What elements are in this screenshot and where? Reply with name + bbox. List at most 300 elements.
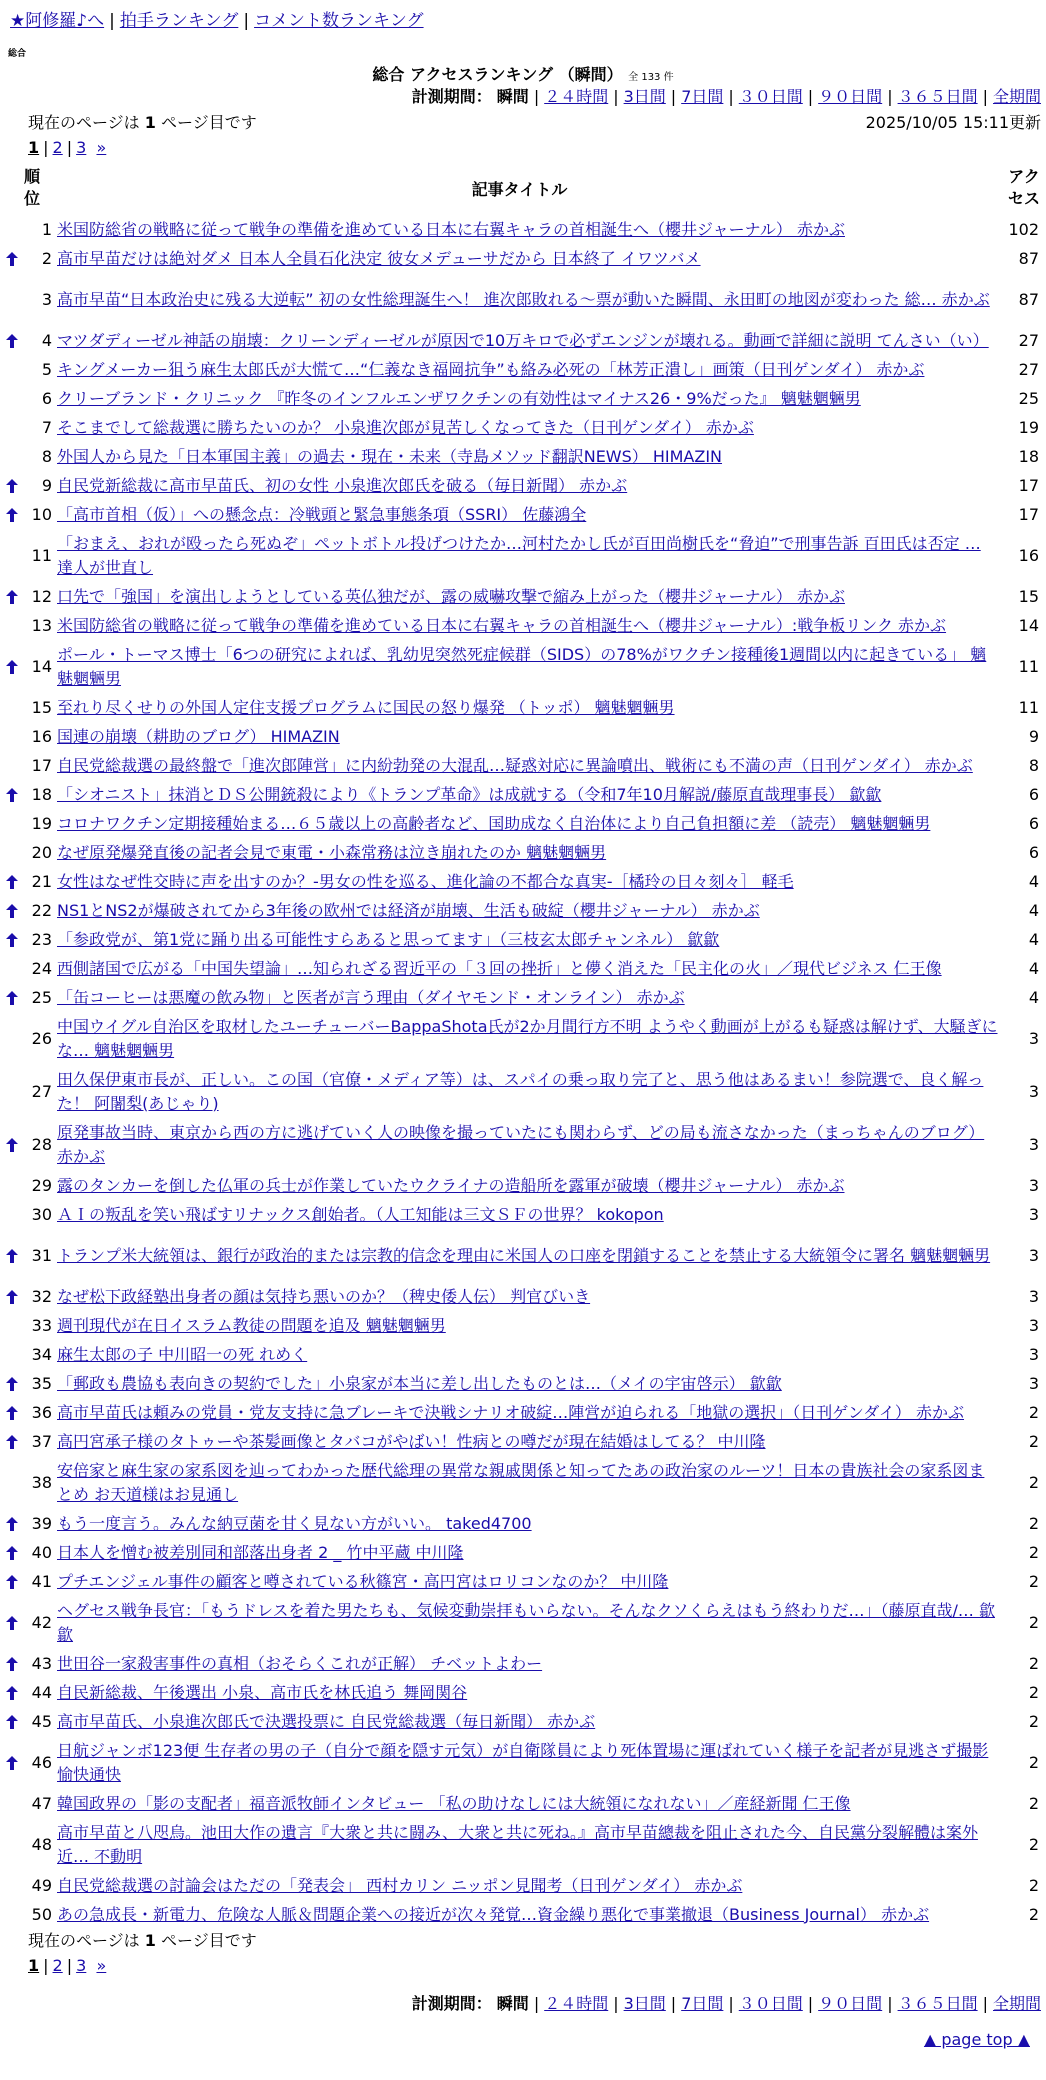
rank-number: 39 xyxy=(31,1514,52,1533)
title-cell xyxy=(54,986,999,1010)
article-title-link[interactable]: もう一度言う。みんな納豆菌を甘く見ない方がいい。 taked4700 xyxy=(57,1513,532,1533)
header-rank-text: 順位 xyxy=(23,167,40,208)
access-count: 2 xyxy=(1028,1905,1039,1924)
pager-next[interactable]: » xyxy=(96,138,107,157)
up-arrow-icon xyxy=(6,788,18,802)
page-info-number: 1 xyxy=(144,1931,156,1950)
up-arrow-icon xyxy=(6,933,18,947)
access-count: 4 xyxy=(1028,988,1039,1007)
article-title-link[interactable]: 至れり尽くせりの外国人定住支援プログラムに国民の怒り爆発 （トッポ） 魑魅魍魎男 xyxy=(57,697,675,717)
title-cell xyxy=(54,1430,999,1454)
period-link-3d[interactable]: 3日間 xyxy=(623,1994,666,2013)
rank-number: 49 xyxy=(31,1876,52,1895)
up-arrow-icon xyxy=(6,1406,18,1420)
access-count: 2 xyxy=(1028,1876,1039,1895)
article-title-link[interactable]: キングメーカー狙う麻生太郎氏が大慌て…“仁義なき福岡抗争”も絡み必死の「林芳正潰し」画策（日刊ゲンダイ） 赤かぶ xyxy=(57,359,925,379)
access-count: 4 xyxy=(1028,930,1039,949)
ranking-row xyxy=(0,500,1046,529)
rank-number: 1 xyxy=(41,220,52,239)
up-arrow-icon xyxy=(6,875,18,889)
rank-number: 14 xyxy=(31,657,52,676)
up-arrow-icon xyxy=(6,1435,18,1449)
ranking-row xyxy=(0,1596,1046,1649)
rank-number: 40 xyxy=(31,1543,52,1562)
article-title-link[interactable]: 国連の崩壊（耕助のブログ） HIMAZIN xyxy=(57,726,340,746)
title-cell xyxy=(54,1372,999,1396)
top-navigation xyxy=(10,10,424,32)
nav-separator: | xyxy=(243,11,250,31)
access-count: 3 xyxy=(1028,1316,1039,1335)
access-count: 3 xyxy=(1028,1374,1039,1393)
title-cell xyxy=(54,1821,999,1869)
access-count: 2 xyxy=(1028,1794,1039,1813)
article-title-link[interactable]: 高市早苗と八咫烏。池田大作の遺言『大衆と共に闘み、大衆と共に死ね。』高市早苗總裁を阻止された今、自民黨分裂解體は案外近… 不動明 xyxy=(57,1822,978,1866)
ranking-row xyxy=(0,1678,1046,1707)
up-arrow-icon xyxy=(6,1377,18,1391)
pager-page-2[interactable]: 2 xyxy=(52,1956,63,1975)
title-cell xyxy=(54,247,999,271)
rank-number: 29 xyxy=(31,1176,52,1195)
ranking-row xyxy=(0,1282,1046,1311)
rank-change-cell xyxy=(0,1377,24,1391)
article-title-link[interactable]: そこまでして総裁選に勝ちたいのか？ 小泉進次郎が見苦しくなってきた（日刊ゲンダイ） 赤かぶ xyxy=(57,417,754,437)
article-title-link[interactable]: 女性はなぜ性交時に声を出すのか？-男女の性を巡る、進化論の不都合な真実-［橘玲の日々刻々］ 軽毛 xyxy=(57,871,794,891)
rank-number: 10 xyxy=(31,505,52,524)
title-cell xyxy=(54,416,999,440)
article-title-link[interactable]: 週刊現代が在日イスラム教徒の問題を追及 魑魅魍魎男 xyxy=(57,1315,446,1335)
period-link-90d[interactable]: ９０日間 xyxy=(818,1994,883,2013)
title-cell xyxy=(54,1068,999,1116)
ranking-row xyxy=(0,640,1046,693)
article-title-link[interactable]: 自民党新総裁に高市早苗氏、初の女性 小泉進次郎氏を破る（毎日新聞） 赤かぶ xyxy=(57,475,628,495)
access-count: 2 xyxy=(1028,1683,1039,1702)
rank-number: 7 xyxy=(41,418,52,437)
comment-ranking-link[interactable]: コメント数ランキング xyxy=(254,11,424,31)
rank-number: 32 xyxy=(31,1287,52,1306)
rank-number: 13 xyxy=(31,616,52,635)
access-count: 3 xyxy=(1028,1246,1039,1265)
ranking-row xyxy=(0,1369,1046,1398)
title-cell xyxy=(54,1652,999,1676)
ranking-row xyxy=(0,1229,1046,1282)
rank-change-cell xyxy=(0,1290,24,1304)
ranking-row xyxy=(0,1567,1046,1596)
rank-number: 19 xyxy=(31,814,52,833)
access-count: 6 xyxy=(1028,843,1039,862)
title-cell xyxy=(54,1541,999,1565)
article-title-link[interactable]: 高市早苗だけは絶対ダメ 日本人全員石化決定 彼女メデューサだから 日本終了 イワツバメ xyxy=(57,248,701,268)
ranking-row xyxy=(0,413,1046,442)
article-title-link[interactable]: なぜ原発爆発直後の記者会見で東電・小森常務は泣き崩れたのか 魑魅魍魎男 xyxy=(57,842,607,862)
pager-page-3[interactable]: 3 xyxy=(76,1956,87,1975)
rank-number: 26 xyxy=(31,1029,52,1048)
pager-page-2[interactable]: 2 xyxy=(52,138,63,157)
period-selector-bottom: 計測期間： 瞬間 | ２４時間 | 3日間 | 7日間 | ３０日間 | ９０日間 | ３６５日間 | 全期間 xyxy=(411,1994,1041,2013)
article-title-link[interactable]: 世田谷一家殺害事件の真相（おそらくこれが正解） チベットよわー xyxy=(57,1653,543,1673)
title-cell xyxy=(54,1121,999,1169)
rank-change-cell xyxy=(0,933,24,947)
rank-number: 15 xyxy=(31,698,52,717)
article-title-link[interactable]: ポール・トーマス博士「6つの研究によれば、乳幼児突然死症候群（SIDS）の78%がワクチン接種後1週間以内に起きている」 魑魅魍魎男 xyxy=(57,644,987,688)
pager-page-3[interactable]: 3 xyxy=(76,138,87,157)
period-link-30d[interactable]: ３０日間 xyxy=(738,1994,803,2013)
ranking-row xyxy=(0,326,1046,355)
ranking-row xyxy=(0,1649,1046,1678)
article-title-link[interactable]: 麻生太郎の子 中川昭一の死 れめく xyxy=(57,1344,308,1364)
access-count: 27 xyxy=(1018,360,1039,379)
rank-change-cell xyxy=(0,1575,24,1589)
access-count: 2 xyxy=(1028,1514,1039,1533)
title-cell xyxy=(54,532,999,580)
up-arrow-icon xyxy=(6,252,18,266)
article-title-link[interactable]: マツダディーゼル神話の崩壊：クリーンディーゼルが原因で10万キロで必ずエンジンが壊れる。動画で詳細に説明 てんさい（い） xyxy=(57,330,989,350)
access-count: 2 xyxy=(1028,1835,1039,1854)
title-cell xyxy=(54,870,999,894)
rank-number: 50 xyxy=(31,1905,52,1924)
access-count: 2 xyxy=(1028,1753,1039,1772)
pager-next[interactable]: » xyxy=(96,1956,107,1975)
rank-number: 36 xyxy=(31,1403,52,1422)
period-link-365d[interactable]: ３６５日間 xyxy=(897,1994,978,2013)
up-arrow-icon xyxy=(6,1138,18,1152)
article-title-link[interactable]: なぜ松下政経塾出身者の顔は気持ち悪いのか？（稗史倭人伝） 判官びいき xyxy=(57,1286,591,1306)
title-cell xyxy=(54,1570,999,1594)
article-title-link[interactable]: 中国ウイグル自治区を取材したユーチューバーBappaShota氏が2か月間行方不明 ようやく動画が上がるも疑惑は解けず、大騒ぎにな… 魑魅魍魎男 xyxy=(57,1016,998,1060)
title-cell xyxy=(54,474,999,498)
title-cell xyxy=(54,445,999,469)
period-link-7d[interactable]: 7日間 xyxy=(681,1994,724,2013)
access-count: 27 xyxy=(1018,331,1039,350)
period-link-3d[interactable]: 3日間 xyxy=(623,87,666,106)
rank-number: 22 xyxy=(31,901,52,920)
rank-number: 6 xyxy=(41,389,52,408)
period-current: 瞬間 xyxy=(496,87,529,106)
access-count: 2 xyxy=(1028,1712,1039,1731)
ranking-row xyxy=(0,611,1046,640)
ranking-row xyxy=(0,983,1046,1012)
rank-change-cell xyxy=(0,479,24,493)
access-count: 2 xyxy=(1028,1403,1039,1422)
title-cell xyxy=(54,614,999,638)
period-link-24h[interactable]: ２４時間 xyxy=(544,87,609,106)
title-cell xyxy=(54,503,999,527)
article-title-link[interactable]: 自民党総裁選の最終盤で「進次郎陣営」に内紛勃発の大混乱…疑惑対応に異論噴出、戦術にも不満の声（日刊ゲンダイ） 赤かぶ xyxy=(57,755,973,775)
rank-number: 33 xyxy=(31,1316,52,1335)
article-title-link[interactable]: 「おまえ、おれが殴ったら死ぬぞ」ペットボトル投げつけたか…河村たかし氏が百田尚樹氏を“脅迫”で刑事告訴 百田氏は否定 … 達人が世直し xyxy=(57,533,981,577)
article-title-link[interactable]: 韓国政界の「影の支配者」福音派牧師インタビュー 「私の助けなしには大統領になれない」／産経新聞 仁王像 xyxy=(57,1793,851,1813)
article-title-link[interactable]: 高円宮承子様のタトゥーや茶髪画像とタバコがやばい！性病との噂だが現在結婚はしてる？ 中川隆 xyxy=(57,1431,766,1451)
rank-number: 5 xyxy=(41,360,52,379)
access-count: 11 xyxy=(1018,698,1039,717)
article-title-link[interactable]: 露のタンカーを倒した仏軍の兵士が作業していたウクライナの造船所を露軍が破壊（櫻井ジャーナル） 赤かぶ xyxy=(57,1175,845,1195)
access-count: 3 xyxy=(1028,1135,1039,1154)
title-cell xyxy=(54,1903,999,1927)
rank-change-cell xyxy=(0,508,24,522)
category-label: 総合 xyxy=(8,49,27,59)
access-count: 9 xyxy=(1028,727,1039,746)
up-arrow-icon xyxy=(6,1715,18,1729)
rank-number: 12 xyxy=(31,587,52,606)
page-info-bottom xyxy=(28,1930,257,1952)
up-arrow-icon xyxy=(6,590,18,604)
article-title-link[interactable]: 米国防総省の戦略に従って戦争の準備を進めている日本に右翼キャラの首相誕生へ（櫻井ジャーナル） 赤かぶ xyxy=(57,219,845,239)
title-cell xyxy=(54,1874,999,1898)
ranking-row xyxy=(0,867,1046,896)
up-arrow-icon xyxy=(6,334,18,348)
access-count: 15 xyxy=(1018,587,1039,606)
title-cell xyxy=(54,899,999,923)
title-cell xyxy=(54,1343,999,1367)
article-title-link[interactable]: クリーブランド・クリニック 『昨冬のインフルエンザワクチンの有効性はマイナス26・9%だった』 魑魅魍魎男 xyxy=(57,388,861,408)
rank-number: 8 xyxy=(41,447,52,466)
access-count: 2 xyxy=(1028,1543,1039,1562)
up-arrow-icon xyxy=(6,1686,18,1700)
rank-number: 18 xyxy=(31,785,52,804)
article-title-link[interactable]: 「参政党が、第1党に踊り出る可能性すらあると思ってます」（三枝玄太郎チャンネル） 歙歙 xyxy=(57,929,720,949)
period-label: 計測期間： xyxy=(411,1994,492,2013)
rank-number: 34 xyxy=(31,1345,52,1364)
rank-number: 45 xyxy=(31,1712,52,1731)
title-cell xyxy=(54,1599,999,1647)
ranking-row xyxy=(0,471,1046,500)
rank-number: 31 xyxy=(31,1246,52,1265)
rank-change-cell xyxy=(0,1435,24,1449)
article-title-link[interactable]: 西側諸国で広がる「中国失望論」…知られざる習近平の「３回の挫折」と儚く消えた「民主化の火」／現代ビジネス 仁王像 xyxy=(57,958,942,978)
article-title-link[interactable]: 日航ジャンボ123便 生存者の男の子（自分で顔を隠す元気）が自衛隊員により死体置場に運ばれていく様子を記者が見逃さず撮影 愉快通快 xyxy=(57,1740,989,1784)
access-count: 6 xyxy=(1028,814,1039,833)
period-link-7d[interactable]: 7日間 xyxy=(681,87,724,106)
article-title-link[interactable]: コロナワクチン定期接種始まる…６５歳以上の高齢者など、国助成なく自治体により自己負担額に差 （読売） 魑魅魍魎男 xyxy=(57,813,931,833)
ranking-row xyxy=(0,1065,1046,1118)
article-title-link[interactable]: 日本人を憎む被差別同和部落出身者 2 _ 竹中平蔵 中川隆 xyxy=(57,1542,464,1562)
access-count: 87 xyxy=(1018,249,1039,268)
up-arrow-icon xyxy=(6,660,18,674)
ranking-row xyxy=(0,1707,1046,1736)
title-cell xyxy=(54,783,999,807)
up-arrow-icon xyxy=(6,1546,18,1560)
title-cell xyxy=(54,387,999,411)
title-cell xyxy=(54,1459,999,1507)
up-arrow-icon xyxy=(6,508,18,522)
rank-number: 2 xyxy=(41,249,52,268)
rank-number: 20 xyxy=(31,843,52,862)
ranking-row xyxy=(0,1736,1046,1789)
up-arrow-icon xyxy=(6,479,18,493)
ranking-row xyxy=(0,273,1046,326)
rank-number: 41 xyxy=(31,1572,52,1591)
access-count: 3 xyxy=(1028,1176,1039,1195)
access-count: 2 xyxy=(1028,1613,1039,1632)
ranking-row xyxy=(0,1871,1046,1900)
rank-number: 37 xyxy=(31,1432,52,1451)
ranking-row xyxy=(0,1456,1046,1509)
period-selector-top: 計測期間： 瞬間 | ２４時間 | 3日間 | 7日間 | ３０日間 | ９０日間 | ３６５日間 | 全期間 xyxy=(411,87,1041,106)
access-count: 4 xyxy=(1028,901,1039,920)
period-current: 瞬間 xyxy=(496,1994,529,2013)
ranking-row xyxy=(0,693,1046,722)
article-title-link[interactable]: 安倍家と麻生家の家系図を辿ってわかった歴代総理の異常な親戚関係と知ってたあの政治家のルーツ！日本の貴族社会の家系図まとめ お天道様はお見通し xyxy=(57,1460,985,1504)
ranking-row xyxy=(0,1340,1046,1369)
rank-change-cell xyxy=(0,1249,24,1263)
title-cell xyxy=(54,725,999,749)
article-title-link[interactable]: 自民党総裁選の討論会はただの「発表会」 西村カリン ニッポン見聞考（日刊ゲンダイ） 赤かぶ xyxy=(57,1875,743,1895)
rank-number: 47 xyxy=(31,1794,52,1813)
article-title-link[interactable]: 高市早苗“日本政治史に残る大逆転” 初の女性総理誕生へ！ 進次郎敗れる～票が動いた瞬間、永田町の地図が変わった 総… 赤かぶ xyxy=(57,289,990,309)
ranking-row xyxy=(0,215,1046,244)
article-title-link[interactable]: 「郵政も農協も表向きの契約でした」小泉家が本当に差し出したものとは…（メイの宇宙啓示） 歙歙 xyxy=(57,1373,782,1393)
article-title-link[interactable]: 高市早苗氏、小泉進次郎氏で決選投票に 自民党総裁選（毎日新聞） 赤かぶ xyxy=(57,1711,596,1731)
header-title: 記事タイトル xyxy=(471,180,568,199)
pager-bottom: 1 | 2 | 3 » xyxy=(28,1956,107,1975)
period-link-24h[interactable]: ２４時間 xyxy=(544,1994,609,2013)
page-info-suffix: ページ目です xyxy=(161,1931,257,1950)
title-cell xyxy=(54,841,999,865)
title-cell xyxy=(54,585,999,609)
ranking-row xyxy=(0,751,1046,780)
pager-top: 1 | 2 | 3 » xyxy=(28,138,107,157)
up-arrow-icon xyxy=(6,1575,18,1589)
ranking-row xyxy=(0,529,1046,582)
access-count: 19 xyxy=(1018,418,1039,437)
ranking-row xyxy=(0,838,1046,867)
access-count: 14 xyxy=(1018,616,1039,635)
ranking-row xyxy=(0,1398,1046,1427)
up-arrow-icon xyxy=(6,904,18,918)
period-link-365d[interactable]: ３６５日間 xyxy=(897,87,978,106)
rank-change-cell xyxy=(0,1616,24,1630)
rank-change-cell xyxy=(0,1657,24,1671)
rank-change-cell xyxy=(0,1517,24,1531)
title-cell xyxy=(54,957,999,981)
rank-change-cell xyxy=(0,1756,24,1770)
rank-number: 46 xyxy=(31,1753,52,1772)
rank-change-cell xyxy=(0,590,24,604)
access-count: 16 xyxy=(1018,546,1039,565)
ranking-row xyxy=(0,1012,1046,1065)
nav-separator: | xyxy=(109,11,115,31)
title-cell xyxy=(54,1739,999,1787)
rank-number: 23 xyxy=(31,930,52,949)
rank-number: 16 xyxy=(31,727,52,746)
ranking-row xyxy=(0,1171,1046,1200)
ranking-row xyxy=(0,896,1046,925)
access-count: 17 xyxy=(1018,476,1039,495)
updated-timestamp: 2025/10/05 15:11更新 xyxy=(865,113,1041,132)
access-count: 2 xyxy=(1028,1572,1039,1591)
rank-number: 42 xyxy=(31,1613,52,1632)
title-cell xyxy=(54,1203,999,1227)
rank-change-cell xyxy=(0,1406,24,1420)
title-cell xyxy=(54,329,999,353)
rank-number: 43 xyxy=(31,1654,52,1673)
access-count: 3 xyxy=(1028,1082,1039,1101)
article-title-link[interactable]: トランプ米大統領は、銀行が政治的または宗教的信念を理由に米国人の口座を閉鎖することを禁止する大統領令に署名 魑魅魍魎男 xyxy=(57,1245,991,1265)
article-title-link[interactable]: 「シオニスト」抹消とＤＳ公開銃殺により《トランプ革命》は成就する（令和7年10月解説/藤原直哉理事長） 歙歙 xyxy=(57,784,882,804)
article-title-link[interactable]: 原発事故当時、東京から西の方に逃げていく人の映像を撮っていたにも関わらず、どの局も流さなかった（まっちゃんのブログ） 赤かぶ xyxy=(57,1122,985,1166)
article-title-link[interactable]: 米国防総省の戦略に従って戦争の準備を進めている日本に右翼キャラの首相誕生へ（櫻井ジャーナル）:戦争板リンク 赤かぶ xyxy=(57,615,947,635)
page-info-prefix: 現在のページは xyxy=(28,1931,140,1950)
ranking-row xyxy=(0,355,1046,384)
rank-change-cell xyxy=(0,991,24,1005)
article-title-link[interactable]: 「缶コーヒーは悪魔の飲み物」と医者が言う理由（ダイヤモンド・オンライン） 赤かぶ xyxy=(57,987,685,1007)
title-cell xyxy=(54,1710,999,1734)
applause-ranking-link[interactable]: 拍手ランキング xyxy=(119,11,239,31)
rank-number: 28 xyxy=(31,1135,52,1154)
rank-number: 17 xyxy=(31,756,52,775)
up-arrow-icon xyxy=(6,1290,18,1304)
rank-number: 3 xyxy=(41,290,52,309)
ranking-row xyxy=(0,1509,1046,1538)
rank-number: 11 xyxy=(31,546,52,565)
access-count: 3 xyxy=(1028,1205,1039,1224)
article-title-link[interactable]: あの急成長・新電力、危険な人脈＆問題企業への接近が次々発覚…資金繰り悪化で事業撤退（Business Journal） 赤かぶ xyxy=(57,1904,930,1924)
title-cell xyxy=(54,358,999,382)
header-rank xyxy=(20,166,44,210)
article-title-link[interactable]: 自民新総裁、午後選出 小泉、高市氏を林氏追う 舞岡関谷 xyxy=(57,1682,468,1702)
article-title-link[interactable]: 田久保伊東市長が、正しい。この国（官僚・メディア等）は、スパイの乗っ取り完了と、思う他はあるまい！参院選で、良く解った！ 阿闍梨(あじゃり) xyxy=(57,1069,984,1113)
title-cell xyxy=(54,1015,999,1063)
up-arrow-icon xyxy=(6,1616,18,1630)
title-cell xyxy=(54,1285,999,1309)
rank-change-cell xyxy=(0,1138,24,1152)
period-link-all[interactable]: 全期間 xyxy=(992,87,1041,106)
access-count: 4 xyxy=(1028,959,1039,978)
up-arrow-icon xyxy=(6,1517,18,1531)
ranking-row xyxy=(0,1789,1046,1818)
rank-number: 38 xyxy=(31,1473,52,1492)
rank-number: 35 xyxy=(31,1374,52,1393)
rank-change-cell xyxy=(0,788,24,802)
article-title-link[interactable]: 口先で「強国」を演出しようとしている英仏独だが、露の威嚇攻撃で縮み上がった（櫻井ジャーナル） 赤かぶ xyxy=(57,586,845,606)
page-top-link[interactable]: ▲ page top ▲ xyxy=(923,2030,1030,2049)
article-title-link[interactable]: プチエンジェル事件の顧客と噂されている秋篠宮・高円宮はロリコンなのか？ 中川隆 xyxy=(57,1571,669,1591)
period-link-90d[interactable]: ９０日間 xyxy=(818,87,883,106)
article-title-link[interactable]: 「高市首相（仮）」への懸念点：冷戦頭と緊急事態条項（SSRI） 佐藤鴻全 xyxy=(57,504,587,524)
article-title-link[interactable]: 外国人から見た「日本軍国主義」の過去・現在・未来（寺島メソッド翻訳NEWS） HIMAZIN xyxy=(57,446,723,466)
rank-number: 9 xyxy=(41,476,52,495)
access-count: 2 xyxy=(1028,1473,1039,1492)
rank-change-cell xyxy=(0,1686,24,1700)
ranking-row xyxy=(0,1200,1046,1229)
ranking-row xyxy=(0,809,1046,838)
rank-number: 24 xyxy=(31,959,52,978)
title-cell xyxy=(54,754,999,778)
title-cell xyxy=(54,696,999,720)
ranking-row xyxy=(0,1900,1046,1929)
ranking-row xyxy=(0,1311,1046,1340)
article-title-link[interactable]: ヘグセス戦争長官：「もうドレスを着た男たちも、気候変動崇拝もいらない。そんなクソくらえはもう終わりだ…」（藤原直哉/… 歙歙 xyxy=(57,1600,995,1644)
access-count: 11 xyxy=(1018,657,1039,676)
access-count: 3 xyxy=(1028,1287,1039,1306)
ranking-row xyxy=(0,1427,1046,1456)
period-link-30d[interactable]: ３０日間 xyxy=(738,87,803,106)
ranking-row xyxy=(0,1818,1046,1871)
up-arrow-icon xyxy=(6,1249,18,1263)
home-link[interactable]: ★阿修羅♪へ xyxy=(10,11,105,31)
title-cell xyxy=(54,1512,999,1536)
access-count: 25 xyxy=(1018,389,1039,408)
title-cell xyxy=(54,288,999,312)
article-title-link[interactable]: ＡＩの叛乱を笑い飛ばすリナックス創始者。（人工知能は三文ＳＦの世界？ kokopon xyxy=(57,1204,664,1224)
article-title-link[interactable]: 高市早苗氏は頼みの党員・党友支持に急ブレーキで決戦シナリオ破綻…陣営が迫られる「地獄の選択」（日刊ゲンダイ） 赤かぶ xyxy=(57,1402,965,1422)
ranking-count: 全 133 件 xyxy=(628,72,674,83)
article-title-link[interactable]: NS1とNS2が爆破されてから3年後の欧州では経済が崩壊、生活も破綻（櫻井ジャーナル） 赤かぶ xyxy=(57,900,760,920)
access-count: 6 xyxy=(1028,785,1039,804)
up-arrow-icon xyxy=(6,1657,18,1671)
ranking-row xyxy=(0,722,1046,751)
access-count: 18 xyxy=(1018,447,1039,466)
period-link-all[interactable]: 全期間 xyxy=(992,1994,1041,2013)
